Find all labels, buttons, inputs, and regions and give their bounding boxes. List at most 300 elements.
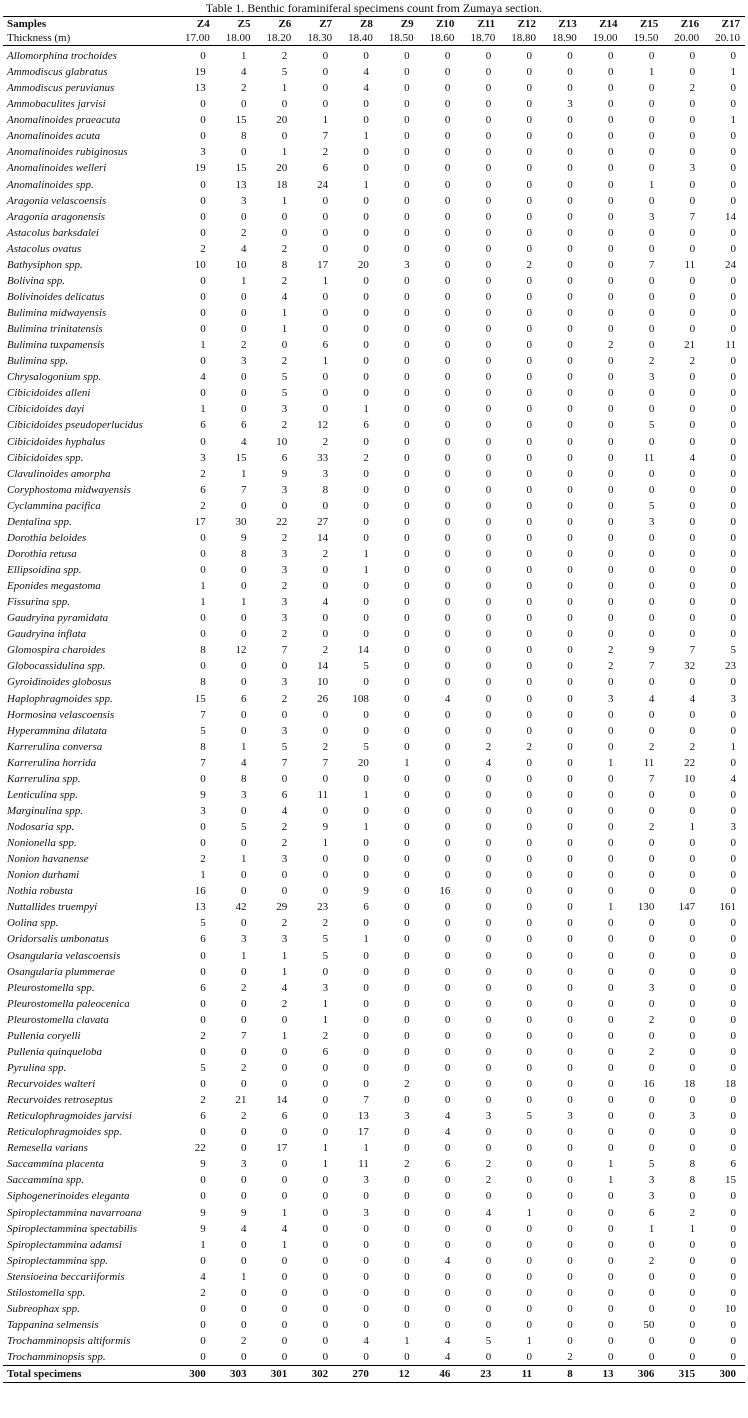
specimen-count: 0	[526, 1270, 532, 1283]
specimen-count: 0	[485, 242, 492, 255]
table-row	[3, 707, 745, 723]
specimen-count: 0	[404, 628, 410, 641]
specimen-count: 0	[567, 307, 573, 319]
specimen-count: 0	[322, 226, 329, 239]
specimen-count: 0	[526, 692, 532, 705]
specimen-count: 1	[200, 403, 206, 416]
specimen-count: 0	[485, 1318, 492, 1331]
specimen-count: 0	[281, 885, 288, 898]
specimen-count: 5	[200, 917, 206, 930]
specimen-count: 0	[363, 628, 369, 641]
specimen-count: 0	[567, 258, 573, 271]
specimen-count: 0	[648, 1094, 655, 1107]
specimen-count: 0	[485, 339, 492, 352]
specimen-count: 0	[404, 676, 410, 689]
specimen-count: 0	[241, 1318, 247, 1331]
specimen-count: 16	[439, 885, 451, 898]
specimen-count: 0	[322, 772, 329, 785]
specimen-count: 0	[648, 596, 655, 609]
specimen-count: 0	[689, 1045, 696, 1058]
specimen-count: 0	[444, 788, 451, 801]
specimen-count: 0	[444, 708, 451, 721]
specimen-count: 0	[322, 194, 329, 207]
specimen-count: 6	[200, 981, 206, 994]
specimen-count: 4	[444, 1126, 451, 1139]
thickness-label: Thickness (m)	[3, 31, 174, 46]
specimen-count: 0	[485, 66, 492, 79]
specimen-count: 0	[444, 740, 451, 753]
species-name: Gaudryina inflata	[7, 628, 87, 641]
species-name: Trochamminopsis altiformis	[7, 1335, 131, 1347]
specimen-count: 0	[200, 1302, 206, 1315]
specimen-count: 2	[322, 917, 329, 930]
specimen-count: 0	[404, 692, 410, 705]
specimen-count: 2	[322, 740, 329, 753]
specimen-count: 0	[730, 1222, 736, 1235]
table-row	[3, 578, 745, 594]
specimen-count: 0	[485, 981, 492, 994]
specimen-count: 0	[404, 1174, 410, 1187]
specimen-count: 0	[526, 355, 532, 368]
specimen-count: 20	[276, 114, 288, 127]
specimen-count: 0	[485, 1238, 492, 1251]
specimen-count: 2	[200, 499, 206, 512]
specimen-count: 3	[241, 194, 247, 207]
specimen-count: 0	[689, 1351, 696, 1364]
specimen-count: 0	[526, 82, 532, 95]
specimen-count: 0	[648, 531, 655, 544]
specimen-count: 0	[648, 1110, 655, 1123]
specimen-count: 0	[363, 50, 369, 62]
specimen-count: 30	[235, 515, 247, 528]
specimen-count: 0	[730, 1206, 736, 1219]
species-name: Pleurostomella paleocenica	[7, 997, 130, 1010]
specimen-count: 7	[648, 258, 655, 271]
specimen-count: 0	[485, 644, 492, 657]
species-name: Dentalina spp.	[7, 515, 72, 528]
specimen-count: 0	[730, 564, 736, 576]
specimen-count: 0	[567, 1270, 573, 1283]
thickness-value: 17.00	[174, 31, 215, 46]
species-name: Bulimina tuxpamensis	[7, 339, 105, 352]
specimen-count: 0	[485, 515, 492, 528]
specimen-count: 0	[689, 178, 696, 191]
specimen-count: 14	[276, 1094, 288, 1107]
specimen-count: 16	[643, 1078, 655, 1090]
total-row	[3, 1366, 745, 1383]
specimen-count: 0	[200, 323, 206, 336]
specimen-count: 0	[404, 804, 410, 817]
specimen-count: 0	[567, 1335, 573, 1347]
specimen-count: 0	[730, 531, 736, 544]
species-name: Coryphostoma midwayensis	[7, 483, 131, 496]
species-name: Bolivina spp.	[7, 274, 66, 287]
specimen-count: 0	[322, 1174, 329, 1187]
specimen-count: 0	[526, 901, 532, 914]
specimen-count-table	[3, 16, 745, 1383]
specimen-count: 0	[485, 162, 492, 175]
specimen-count: 0	[241, 307, 247, 319]
specimen-count: 2	[200, 1094, 206, 1107]
specimen-count: 0	[281, 708, 288, 721]
specimen-count: 0	[241, 660, 247, 673]
specimen-count: 6	[322, 339, 329, 352]
specimen-count: 0	[281, 499, 288, 512]
specimen-count: 0	[444, 853, 451, 866]
species-name: Karrerulina spp.	[7, 772, 81, 785]
specimen-count: 0	[444, 146, 451, 159]
specimen-count: 0	[567, 1174, 573, 1187]
specimen-count: 108	[352, 692, 369, 705]
specimen-count: 3	[648, 981, 655, 994]
specimen-count: 0	[608, 66, 614, 79]
specimen-count: 4	[648, 692, 655, 705]
specimen-count: 0	[526, 596, 532, 609]
specimen-count: 0	[689, 596, 696, 609]
species-name: Anomalinoides spp.	[7, 178, 94, 191]
specimen-count: 0	[648, 949, 655, 962]
specimen-count: 1	[241, 1270, 247, 1283]
specimen-count: 0	[608, 853, 614, 866]
thickness-value: 18.60	[419, 31, 460, 46]
table-row	[3, 80, 745, 96]
specimen-count: 0	[526, 226, 532, 239]
sample-header: Z10	[419, 17, 460, 32]
specimen-count: 0	[200, 772, 206, 785]
specimen-count: 0	[567, 1029, 573, 1042]
specimen-count: 0	[689, 403, 696, 416]
specimen-count: 0	[444, 1142, 451, 1155]
species-name: Aragonia aragonensis	[7, 210, 106, 223]
specimen-count: 0	[689, 612, 696, 625]
specimen-count: 2	[648, 821, 655, 833]
specimen-count: 0	[689, 1286, 696, 1299]
specimen-count: 0	[363, 676, 369, 689]
specimen-count: 0	[567, 564, 573, 576]
specimen-count: 0	[444, 66, 451, 79]
specimen-count: 3	[567, 1110, 573, 1123]
specimen-count: 1	[241, 596, 247, 609]
specimen-count: 0	[608, 1351, 614, 1364]
specimen-count: 0	[526, 515, 532, 528]
specimen-count: 0	[526, 114, 532, 127]
specimen-count: 24	[725, 258, 736, 271]
specimen-count: 0	[322, 387, 329, 400]
table-row	[3, 385, 745, 401]
specimen-count: 0	[608, 130, 614, 143]
specimen-count: 1	[363, 564, 369, 576]
species-name: Gaudryina pyramidata	[7, 612, 109, 625]
specimen-count: 0	[526, 1254, 532, 1267]
species-name: Spiroplectammina spp.	[7, 1254, 109, 1267]
specimen-count: 0	[567, 290, 573, 303]
specimen-count: 0	[567, 788, 573, 801]
specimen-count: 0	[730, 788, 736, 801]
specimen-count: 0	[608, 596, 614, 609]
specimen-count: 0	[730, 226, 736, 239]
table-row	[3, 835, 745, 851]
specimen-count: 0	[689, 1270, 696, 1283]
specimen-count: 0	[485, 387, 492, 400]
specimen-count: 0	[241, 1190, 247, 1203]
specimen-count: 0	[200, 547, 206, 560]
table-row	[3, 803, 745, 819]
specimen-count: 0	[485, 997, 492, 1010]
specimen-count: 0	[281, 1335, 288, 1347]
specimen-count: 0	[485, 467, 492, 480]
specimen-count: 0	[567, 387, 573, 400]
specimen-count: 0	[485, 483, 492, 496]
specimen-count: 0	[404, 1061, 410, 1074]
specimen-count: 0	[363, 965, 369, 978]
specimen-count: 14	[725, 210, 736, 223]
specimen-count: 0	[608, 499, 614, 512]
species-name: Ammobaculites jarvisi	[7, 98, 106, 111]
specimen-count: 0	[689, 194, 696, 207]
specimen-count: 6	[200, 933, 206, 946]
table-row	[3, 1028, 745, 1044]
specimen-count: 0	[730, 1029, 736, 1042]
specimen-count: 0	[567, 1061, 573, 1074]
species-name: Reticulophragmoides spp.	[7, 1126, 122, 1139]
specimen-count: 6	[363, 901, 369, 914]
specimen-count: 2	[648, 1254, 655, 1267]
specimen-count: 0	[404, 660, 410, 673]
specimen-count: 22	[684, 756, 696, 769]
specimen-count: 0	[526, 1094, 532, 1107]
species-name: Bulimina spp.	[7, 355, 69, 368]
specimen-count: 0	[608, 178, 614, 191]
specimen-count: 0	[648, 628, 655, 641]
specimen-count: 27	[317, 515, 329, 528]
specimen-count: 2	[526, 740, 532, 753]
specimen-count: 0	[648, 965, 655, 978]
species-name: Allomorphina trochoides	[7, 50, 117, 62]
specimen-count: 3	[363, 1206, 369, 1219]
species-name: Bathysiphon spp.	[7, 258, 83, 271]
specimen-count: 4	[730, 772, 736, 785]
specimen-count: 0	[730, 467, 736, 480]
specimen-count: 0	[567, 1302, 573, 1315]
specimen-count: 0	[241, 580, 247, 593]
specimen-count: 0	[526, 1158, 532, 1171]
specimen-count: 0	[608, 226, 614, 239]
specimen-count: 0	[567, 1013, 573, 1026]
specimen-count: 1	[281, 146, 288, 159]
specimen-count: 0	[567, 483, 573, 496]
species-name: Hormosina velascoensis	[7, 708, 115, 721]
specimen-count: 3	[689, 1110, 696, 1123]
species-name: Cibicidoides pseudoperlucidus	[7, 419, 143, 432]
specimen-count: 5	[200, 724, 206, 737]
table-row	[3, 450, 745, 466]
specimen-count: 26	[317, 692, 329, 705]
specimen-count: 0	[526, 1013, 532, 1026]
specimen-count: 0	[444, 1094, 451, 1107]
specimen-count: 0	[241, 1174, 247, 1187]
table-row	[3, 257, 745, 273]
specimen-count: 0	[241, 290, 247, 303]
specimen-count: 0	[322, 1222, 329, 1235]
total-label: Total specimens	[3, 1366, 174, 1383]
specimen-count: 0	[444, 162, 451, 175]
specimen-count: 0	[526, 98, 532, 111]
specimen-count: 0	[485, 307, 492, 319]
species-name: Ammodiscus glabratus	[7, 66, 108, 79]
specimen-count: 0	[200, 821, 206, 833]
specimen-count: 0	[404, 933, 410, 946]
specimen-count: 6	[363, 419, 369, 432]
specimen-count: 1	[281, 965, 288, 978]
specimen-count: 0	[608, 612, 614, 625]
specimen-count: 0	[444, 756, 451, 769]
specimen-count: 0	[404, 114, 410, 127]
species-name: Remesella varians	[7, 1142, 88, 1155]
table-row	[3, 771, 745, 787]
specimen-count: 0	[567, 644, 573, 657]
specimen-count: 0	[241, 965, 247, 978]
specimen-count: 0	[567, 692, 573, 705]
specimen-count: 0	[404, 1238, 410, 1251]
specimen-count: 0	[526, 564, 532, 576]
specimen-count: 0	[608, 949, 614, 962]
specimen-count: 15	[194, 692, 206, 705]
specimen-count: 42	[235, 901, 247, 914]
table-row	[3, 46, 745, 65]
specimen-count: 0	[444, 274, 451, 287]
sample-header: Z12	[500, 17, 541, 32]
specimen-count: 1	[241, 853, 247, 866]
specimen-count: 0	[241, 708, 247, 721]
species-name: Pleurostomella clavata	[7, 1013, 109, 1026]
specimen-count: 0	[200, 1013, 206, 1026]
specimen-count: 0	[444, 1013, 451, 1026]
specimen-count: 0	[648, 869, 655, 882]
table-row	[3, 562, 745, 578]
specimen-count: 11	[317, 788, 329, 801]
specimen-count: 0	[526, 676, 532, 689]
specimen-count: 7	[200, 756, 206, 769]
specimen-count: 130	[637, 901, 655, 914]
specimen-count: 33	[317, 451, 329, 464]
specimen-count: 0	[730, 708, 736, 721]
specimen-count: 0	[608, 788, 614, 801]
sample-header: Z11	[459, 17, 500, 32]
specimen-count: 0	[444, 1318, 451, 1331]
specimen-count: 0	[322, 580, 329, 593]
table-row	[3, 1205, 745, 1221]
specimen-count: 0	[730, 419, 736, 432]
specimen-count: 0	[404, 323, 410, 336]
specimen-count: 0	[526, 981, 532, 994]
specimen-count: 0	[608, 1061, 614, 1074]
specimen-count: 1	[200, 869, 206, 882]
specimen-count: 0	[200, 1254, 206, 1267]
specimen-count: 0	[567, 547, 573, 560]
specimen-count: 0	[363, 853, 369, 866]
specimen-count: 0	[404, 515, 410, 528]
specimen-count: 0	[404, 1318, 410, 1331]
specimen-count: 0	[241, 564, 247, 576]
specimen-count: 0	[567, 499, 573, 512]
specimen-count: 1	[648, 1222, 655, 1235]
specimen-count: 1	[608, 756, 614, 769]
specimen-count: 0	[648, 82, 655, 95]
specimen-count: 6	[648, 1206, 655, 1219]
specimen-count: 0	[648, 403, 655, 416]
specimen-count: 0	[526, 997, 532, 1010]
specimen-count: 3	[567, 98, 573, 111]
specimen-count: 7	[689, 210, 696, 223]
specimen-count: 0	[526, 965, 532, 978]
specimen-count: 4	[281, 981, 288, 994]
specimen-count: 0	[404, 355, 410, 368]
thickness-value: 18.40	[337, 31, 378, 46]
specimen-count: 0	[241, 885, 247, 898]
specimen-count: 0	[363, 290, 369, 303]
species-name: Astacolus barksdalei	[7, 226, 99, 239]
specimen-count: 21	[684, 339, 696, 352]
specimen-count: 0	[648, 1126, 655, 1139]
specimen-count: 0	[444, 564, 451, 576]
specimen-count: 0	[444, 114, 451, 127]
specimen-count: 1	[281, 1206, 288, 1219]
specimen-count: 15	[235, 451, 247, 464]
specimen-count: 19	[194, 66, 206, 79]
specimen-count: 0	[648, 1302, 655, 1315]
specimen-count: 0	[648, 1351, 655, 1364]
species-name: Spiroplectammina spectabilis	[7, 1222, 138, 1235]
table-row	[3, 225, 745, 241]
specimen-count: 0	[200, 1078, 206, 1090]
species-name: Gyroidinoides globosus	[7, 676, 112, 689]
specimen-count: 3	[648, 371, 655, 384]
specimen-count: 0	[404, 885, 410, 898]
specimen-count: 0	[404, 580, 410, 593]
table-row	[3, 980, 745, 996]
specimen-count: 0	[404, 146, 410, 159]
specimen-count: 0	[322, 1302, 329, 1315]
specimen-count: 0	[730, 50, 736, 62]
specimen-count: 0	[648, 483, 655, 496]
table-row	[3, 482, 745, 498]
specimen-count: 0	[567, 1045, 573, 1058]
specimen-count: 0	[526, 419, 532, 432]
specimen-count: 0	[404, 50, 410, 62]
specimen-count: 0	[322, 210, 329, 223]
specimen-count: 4	[322, 596, 329, 609]
specimen-count: 1	[404, 1335, 410, 1347]
thickness-value: 20.10	[704, 31, 745, 46]
specimen-count: 0	[404, 1351, 410, 1364]
specimen-count: 0	[363, 981, 369, 994]
specimen-count: 0	[241, 997, 247, 1010]
specimen-count: 4	[444, 1110, 451, 1123]
species-name: Nonion durhami	[7, 869, 80, 882]
specimen-count: 0	[567, 1286, 573, 1299]
specimen-count: 0	[730, 1061, 736, 1074]
specimen-count: 0	[404, 1302, 410, 1315]
specimen-count: 0	[567, 226, 573, 239]
specimen-count: 5	[281, 371, 288, 384]
specimen-count: 0	[200, 178, 206, 191]
specimen-count: 10	[725, 1302, 736, 1315]
table-row	[3, 353, 745, 369]
table-row	[3, 273, 745, 289]
specimen-count: 0	[730, 387, 736, 400]
total-value: 46	[419, 1366, 460, 1383]
specimen-count: 0	[689, 1013, 696, 1026]
